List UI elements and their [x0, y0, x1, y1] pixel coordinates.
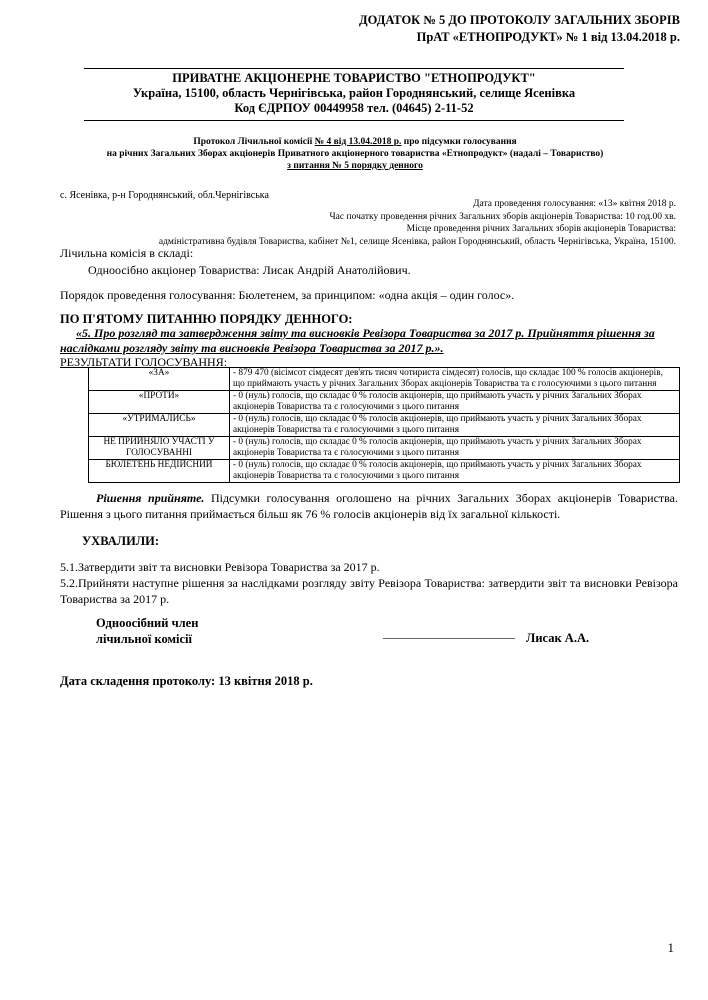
appendix-subtitle: ПрАТ «ЕТНОПРОДУКТ» № 1 від 13.04.2018 р.: [416, 30, 680, 44]
result-text: [230, 437, 680, 460]
protocol-line1: [60, 136, 650, 148]
meeting-place-value: адміністративна будівля Товариства, кабінет №1, селище Ясенівка, район Городнянський, область Чернігівська, Україна, 15100.: [158, 236, 676, 247]
result-label: БЮЛЕТЕНЬ НЕДІЙСНИЙ: [89, 460, 230, 483]
result-label: «УТРИМАЛИСЬ»: [89, 414, 230, 437]
date-compiled: Дата складення протоколу: 13 квітня 2018 р.: [60, 674, 313, 688]
result-text: [230, 391, 680, 414]
decision: [60, 490, 678, 522]
meeting-meta: [159, 198, 676, 248]
result-text: [230, 414, 680, 437]
agenda-item: [60, 326, 680, 356]
result-label: «ЗА»: [89, 368, 230, 391]
company-address: Україна, 15100, область Чернігівська, район Городнянський, селище Ясенівка: [132, 86, 576, 100]
result-text: [230, 368, 680, 391]
resolved-item-2: 5.2.Прийняти наступне рішення за наслідками розгляду звіту Ревізора Товариства: затвердити звіт та висновки Ревізора Товариства за 2017 р.: [60, 576, 678, 606]
result-text-line2: акціонерів Товариства та є голосуючими з цього питання: [233, 471, 459, 481]
voting-procedure: Порядок проведення голосування: Бюлетенем, за принципом: «одна акція – один голос».: [60, 288, 515, 302]
result-text-line2: акціонерів Товариства та є голосуючими з цього питання: [233, 448, 459, 458]
resolved-item-1: 5.1.Затвердити звіт та висновки Ревізора Товариства за 2017 р.: [60, 560, 380, 574]
result-row-for: [89, 368, 680, 391]
result-row-against: [89, 391, 680, 414]
result-text-line1: - 0 (нуль) голосів, що складає 0 % голосів акціонерів, що приймають участь у річних Загальних Зборах: [233, 391, 642, 401]
result-text: [230, 460, 680, 483]
result-row-invalid: [89, 460, 680, 483]
results-table: [88, 367, 680, 483]
result-text-line1: - 879 470 (вісімсот сімдесят дев'ять тисяч чотириста сімдесят) голосів, що складає 100 % голосів акціонерів,: [233, 368, 663, 378]
company-top-rule: [84, 68, 624, 69]
protocol-title: [60, 136, 650, 172]
agenda-item-line1: «5. Про розгляд та затвердження звіту та висновків Ревізора Товариства за 2017 р. Прийняття рішення за: [76, 326, 655, 340]
page-number: 1: [667, 940, 674, 955]
place: с. Ясенівка, р-н Городнянський, обл.Чернігівська: [60, 190, 269, 201]
decision-bold: Рішення прийняте.: [96, 491, 205, 505]
signature-role-line1: Одноосібний член: [96, 616, 199, 630]
protocol-line1-pre: Протокол Лічильної комісії: [193, 137, 313, 147]
signature-role: [96, 615, 198, 647]
agenda-heading: ПО П'ЯТОМУ ПИТАННЮ ПОРЯДКУ ДЕННОГО:: [60, 312, 353, 326]
start-time: Час початку проведення річних Загальних зборів акціонерів Товариства: 10 год.00 хв.: [329, 211, 676, 222]
appendix-header: [359, 12, 680, 46]
signature-line: ______________________: [383, 626, 515, 640]
protocol-line2: на річних Загальних Зборах акціонерів Приватного акціонерного товариства «Етнопродукт» (надалі – Товариство): [106, 149, 604, 159]
commission-label: Лічильна комісія в складі:: [60, 246, 194, 260]
result-text-line1: - 0 (нуль) голосів, що складає 0 % голосів акціонерів, що приймають участь у річних Загальних Зборах: [233, 414, 642, 424]
result-text-line2: акціонерів Товариства та є голосуючими з цього питання: [233, 425, 459, 435]
company-name: ПРИВАТНЕ АКЦІОНЕРНЕ ТОВАРИСТВО "ЕТНОПРОДУКТ": [172, 71, 536, 85]
results-heading: РЕЗУЛЬТАТИ ГОЛОСУВАННЯ:: [60, 355, 228, 369]
result-label: НЕ ПРИЙНЯЛО УЧАСТІ У ГОЛОСУВАННІ: [89, 437, 230, 460]
result-text-line2: акціонерів Товариства та є голосуючими з цього питання: [233, 402, 459, 412]
appendix-title: ДОДАТОК № 5 ДО ПРОТОКОЛУ ЗАГАЛЬНИХ ЗБОРІВ: [359, 13, 680, 27]
company-bottom-rule: [84, 120, 624, 121]
result-label: «ПРОТИ»: [89, 391, 230, 414]
result-row-abstained: [89, 414, 680, 437]
result-text-line2: що приймають участь у річних Загальних Зборах акціонерів Товариства та є голосуючими з цього питання: [233, 379, 657, 389]
meeting-place-label: Місце проведення річних Загальних зборів акціонерів Товариства:: [406, 224, 676, 234]
result-text-line1: - 0 (нуль) голосів, що складає 0 % голосів акціонерів, що приймають участь у річних Загальних Зборах: [233, 460, 642, 470]
vote-date: Дата проведення голосування: «13» квітня 2018 р.: [473, 199, 676, 209]
signature-role-line2: лічильної комісії: [96, 632, 192, 646]
protocol-number: № 4 від 13.04.2018 р.: [314, 137, 402, 147]
protocol-line3: з питання № 5 порядку денного: [287, 161, 423, 171]
company-block: [84, 71, 624, 116]
resolved-heading: УХВАЛИЛИ:: [82, 534, 160, 548]
commission-member: Одноосібно акціонер Товариства: Лисак Андрій Анатолійович.: [88, 263, 411, 277]
signature-name: Лисак А.А.: [526, 631, 590, 645]
result-row-not-participated: [89, 437, 680, 460]
protocol-line1-post: про підсумки голосування: [403, 137, 517, 147]
agenda-item-line2: наслідками розгляду звіту та висновків Ревізора Товариства за 2017 р.».: [60, 341, 444, 355]
result-text-line1: - 0 (нуль) голосів, що складає 0 % голосів акціонерів, що приймають участь у річних Загальних Зборах: [233, 437, 642, 447]
company-code: Код ЄДРПОУ 00449958 тел. (04645) 2-11-52: [234, 101, 474, 115]
decision-rest: Підсумки голосування оголошено на річних Загальних Зборах акціонерів Товариства. Рішення з цього питання приймається більш як 76 % голосів акціонерів від їх загальної кількості.: [60, 491, 678, 521]
